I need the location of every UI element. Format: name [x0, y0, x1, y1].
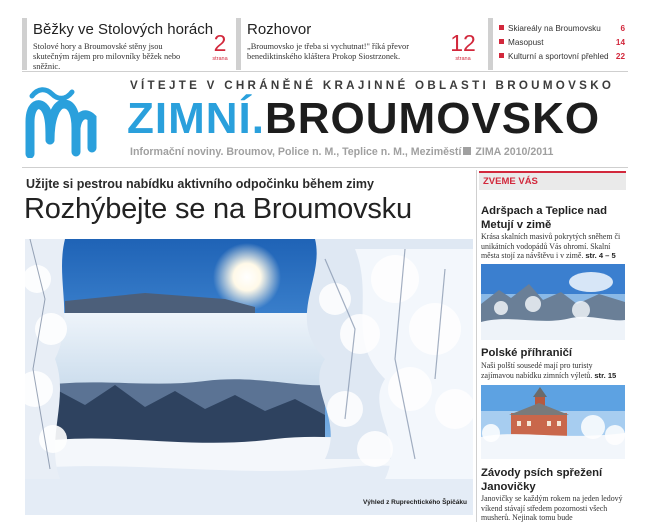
masthead-title[interactable]: [127, 95, 600, 143]
index-item-page: 22: [615, 52, 625, 61]
bullet-icon: [499, 39, 504, 44]
sidebar-header-label: ZVEME VÁS: [483, 176, 538, 187]
index-item-page: 14: [615, 38, 625, 47]
index-item-masopust[interactable]: [499, 38, 625, 51]
sidebar-item-body: Krása skalních masivů pokrytých sněhem či unikátních vodopádů Vás ohromí. Skalní města stojí za návštěvu i v zimě.: [481, 232, 621, 260]
index-item-label: Skiareály na Broumovsku: [508, 24, 601, 33]
sidebar-item-janovicky-title[interactable]: [481, 466, 602, 494]
teaser-page-number: 12: [450, 30, 476, 56]
teaser-text: Stolové hory a Broumovské stěny jsou skutečným rájem pro milovníky běžek nebo sněžnic.: [33, 42, 181, 71]
article-kicker: Užijte si pestrou nabídku aktivního odpočinku během zimy: [26, 177, 374, 191]
teaser-title: Běžky ve Stolových horách: [33, 21, 214, 38]
sidebar-item-janovicky-text: [481, 494, 625, 522]
teaser-page-label: strana: [212, 56, 228, 62]
sidebar-title-line: Metují v zimě: [481, 219, 552, 231]
teaser-title: Rozhovor: [247, 21, 312, 38]
square-icon: [463, 147, 471, 155]
sidebar-item-body: Janovičky se každým rokem na jeden ledový víkend stávají středem pozornosti všech musherů. Nejinak tomu bude: [481, 494, 623, 522]
index-item-page: 6: [620, 24, 625, 33]
sidebar-title-line: Adršpach a Teplice nad: [481, 205, 607, 217]
sidebar-photo-adrspach[interactable]: [481, 264, 625, 340]
sidebar-item-page-ref[interactable]: str. 4 – 5: [585, 251, 616, 260]
contents-index: [488, 18, 628, 70]
sidebar-title-line: Polské příhraničí: [481, 347, 573, 359]
sidebar-item-adrspach-text: [481, 232, 625, 261]
sidebar-item-page-ref[interactable]: str. 15: [594, 370, 617, 380]
masthead-title-part1: ZIMNÍ.: [127, 94, 265, 143]
teaser-rozhovor[interactable]: [236, 18, 483, 70]
index-item-prehled[interactable]: [499, 52, 625, 65]
index-item-label: Masopust: [508, 38, 544, 47]
article-photo[interactable]: [25, 239, 473, 515]
column-divider: [476, 170, 477, 522]
mountain-wave-logo-icon: [24, 82, 100, 163]
teaser-bezky[interactable]: [22, 18, 229, 70]
sidebar-title-line: Janovičky: [481, 481, 536, 493]
subline-locations: Informační noviny. Broumov, Police n. M., Teplice n. M., Meziměstí: [130, 146, 462, 158]
masthead-tagline: VÍTEJTE V CHRÁNĚNÉ KRAJINNÉ OBLASTI BROUMOVSKO: [130, 79, 615, 92]
sidebar-item-polsko-title[interactable]: [481, 346, 572, 360]
photo-caption: Výhled z Ruprechtického Špičáku: [362, 499, 467, 506]
teaser-page-number: 2: [213, 30, 227, 56]
teaser-text: „Broumovsko je třeba si vychutnat!" říká převor benediktinského kláštera Prokop Siostrzonek.: [247, 42, 410, 61]
sidebar-item-polsko-text: [481, 361, 625, 380]
subline-edition: ZIMA 2010/2011: [475, 146, 554, 158]
divider: [22, 167, 628, 168]
bullet-icon: [499, 53, 504, 58]
sidebar-item-body: Naši polští sousedé mají pro turisty zajímavou nabídku zimních výletů.: [481, 361, 593, 380]
teaser-page-label: strana: [455, 56, 471, 62]
divider: [22, 71, 628, 72]
bullet-icon: [499, 25, 504, 30]
sidebar-photo-castle[interactable]: [481, 385, 625, 459]
index-item-skiarealy[interactable]: [499, 24, 625, 37]
sidebar-title-line: Závody psích spřežení: [481, 467, 603, 479]
index-item-label: Kulturní a sportovní přehled: [508, 52, 609, 61]
sidebar-header: [479, 171, 626, 190]
sidebar-item-adrspach-title[interactable]: [481, 204, 607, 232]
masthead-title-part2: BROUMOVSKO: [264, 94, 601, 143]
masthead-subline: [130, 146, 553, 158]
article-headline[interactable]: Rozhýbejte se na Broumovsku: [24, 193, 412, 225]
